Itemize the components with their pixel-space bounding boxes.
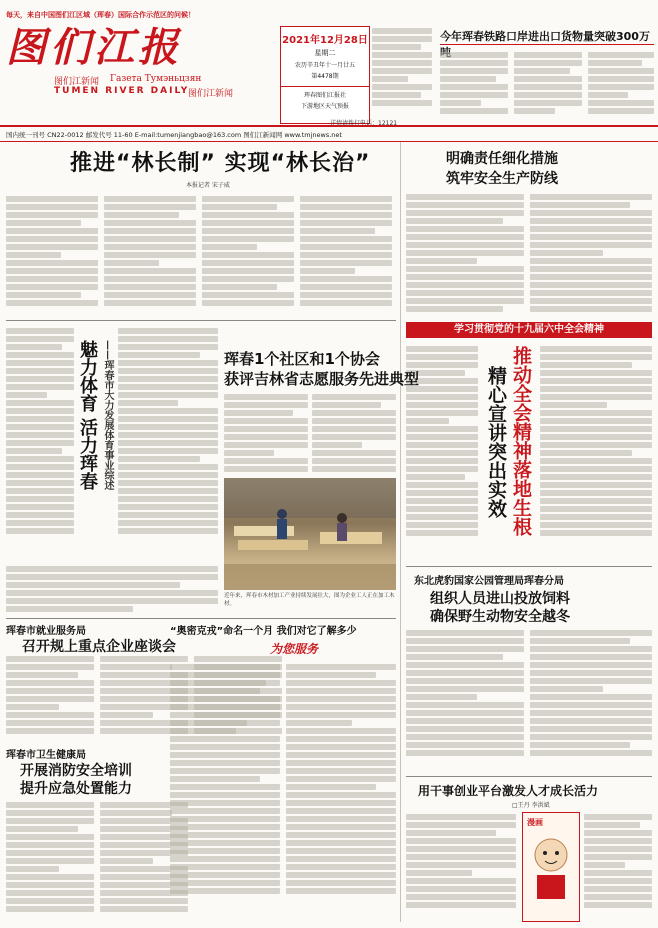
bottom-right-headline: 用干事创业平台激发人才成长活力 <box>418 784 599 798</box>
issue-number: 第4478期 <box>311 73 339 80</box>
left-section-title-2b: 提升应急处置能力 <box>20 781 132 797</box>
date: 2021年12月28日 <box>282 35 368 46</box>
right-bottom-title-1: 组织人员进山投放饲料 <box>430 591 570 607</box>
main-story-col-1 <box>6 194 98 316</box>
cartoon-label: 漫画 <box>527 818 543 827</box>
weather-text <box>372 26 432 122</box>
left-section-text-1 <box>6 654 94 742</box>
left-section-kicker-1: 珲春市就业服务局 <box>6 626 86 637</box>
left-section-title-2a: 开展消防安全培训 <box>20 763 132 779</box>
top-story-col-3 <box>588 50 654 120</box>
masthead-sub-kr: 图们江新闻 <box>188 89 234 99</box>
bottom-right-text-1 <box>406 812 516 920</box>
top-story-col-1 <box>440 50 508 120</box>
right-story-col-2 <box>530 192 652 320</box>
section-rule-4 <box>406 776 652 777</box>
center-story-col-2 <box>312 392 396 476</box>
section-rule-2 <box>6 618 396 619</box>
center-bottom-text-1 <box>170 662 280 920</box>
lunar-date: 农历辛丑年十一月廿五 <box>294 62 355 69</box>
right-headline-line2: 筑牢安全生产防线 <box>446 171 558 187</box>
cartoon-illustration <box>523 813 579 921</box>
sports-subheadline: ——珲春市大力发展体育事业综述 <box>102 340 113 490</box>
right-bottom-title-2: 确保野生动物安全越冬 <box>430 609 570 625</box>
main-story-col-3 <box>202 194 294 316</box>
slogan: 每天，来自中国图们江区域（珲春）国际合作示范区的问候！ <box>6 11 195 19</box>
bottom-right-text-2 <box>584 812 652 920</box>
bottom-right-byline: □王丹 李洪斌 <box>512 802 550 809</box>
study-banner <box>406 322 652 338</box>
photo-illustration <box>224 478 396 590</box>
right-bottom-text-2 <box>530 628 652 772</box>
date-box <box>280 26 370 124</box>
center-headline-line1: 珲春1个社区和1个协会 <box>224 350 380 368</box>
masthead-sub-cn: 图们江新闻 <box>54 77 100 87</box>
left-section-kicker-2: 珲春市卫生健康局 <box>6 750 86 761</box>
weather-hotline: 详情请拨打电话：12121 <box>330 120 398 127</box>
vertical-headline-line2: 精心宣讲突出实效 <box>485 366 507 518</box>
sports-headline: 魅力体育 活力珲春 <box>77 340 98 491</box>
right-story-col-1 <box>406 192 524 320</box>
section-rule-1 <box>6 320 396 321</box>
sports-col-right <box>118 326 218 560</box>
center-bottom-text-2 <box>286 662 396 920</box>
main-story-col-4 <box>300 194 392 316</box>
sponsor: 珲春图们江报社 <box>281 86 369 99</box>
main-story-col-2 <box>104 194 196 316</box>
masthead-sub-en: TUMEN RIVER DAILY <box>54 86 190 96</box>
masthead-title: 图们江报 <box>6 24 182 71</box>
info-bar-text: 国内统一刊号 CN22-0012 邮发代号 11-60 E-mail:tumenjiangbao@163.com 图们江新闻网 www.tmjnews.net <box>6 131 342 139</box>
photo-caption: 近年来，珲春市木材加工产业持续发展壮大，图为企业工人正在加工木材。 <box>224 593 395 607</box>
main-byline: 本报记者 宋子威 <box>186 182 230 189</box>
sports-col-bottom <box>6 564 218 614</box>
top-headline: 今年珲春铁路口岸进出口货物量突破300万 <box>440 30 650 43</box>
service-logo: 为您服务 <box>270 642 319 656</box>
main-headline: 推进“林长制” 实现“林长治” <box>70 151 371 176</box>
sports-col-left <box>6 326 74 560</box>
sponsor-2: 下游地区天气预报 <box>300 103 349 110</box>
column-divider-right <box>400 142 401 922</box>
right-bottom-kicker: 东北虎豹国家公园管理局珲春分局 <box>414 576 564 587</box>
news-photo <box>224 478 396 590</box>
section-rule-3 <box>406 566 652 567</box>
top-headline-rule <box>440 44 654 45</box>
vertical-headline-line1: 推动全会精神落地生根 <box>510 346 532 536</box>
top-story-col-2 <box>514 50 582 120</box>
study-banner-text: 学习贯彻党的十九届六中全会精神 <box>454 324 604 335</box>
center-bottom-title: “奥密克戎”命名一个月 我们对它了解多少 <box>170 626 357 637</box>
center-headline-line2: 获评吉林省志愿服务先进典型 <box>224 370 420 388</box>
left-section-text-2 <box>6 800 94 920</box>
cartoon-box <box>522 812 580 922</box>
left-section-title-1: 召开规上重点企业座谈会 <box>22 639 176 655</box>
weekday: 星期二 <box>314 49 336 57</box>
right-bottom-text-1 <box>406 628 524 772</box>
masthead-sub-ru: Газета Тумэньцзян <box>110 74 202 84</box>
right-headline-line1: 明确责任细化措施 <box>446 151 558 167</box>
center-story-col-1 <box>224 392 308 476</box>
info-bar <box>0 125 658 142</box>
study-col-right <box>540 344 652 560</box>
